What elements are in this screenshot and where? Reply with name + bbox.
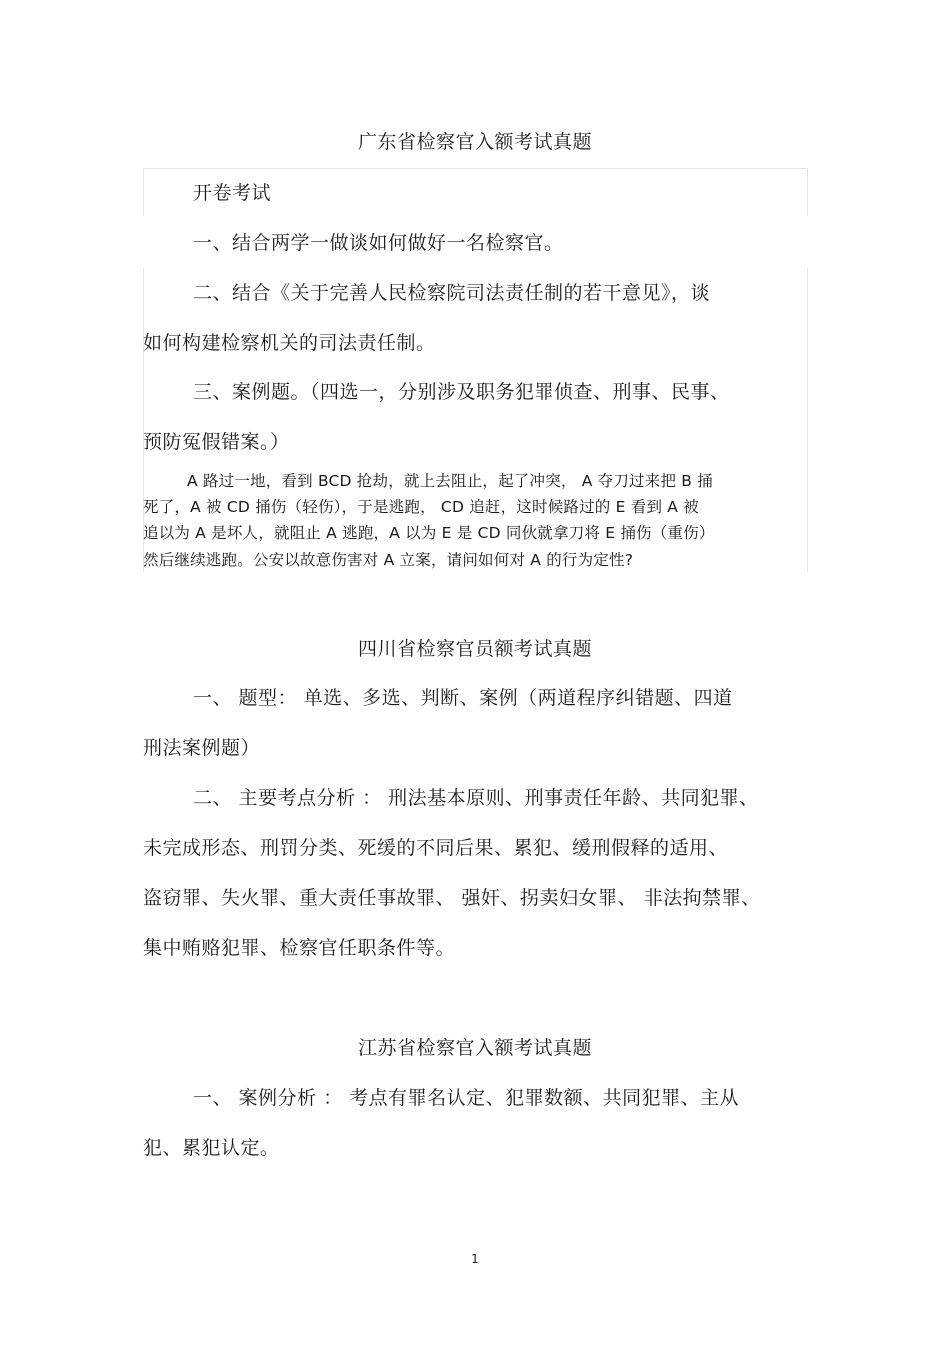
box-border-right-upper (807, 168, 808, 216)
case-text-line: 追以为 A 是坏人，就阻止 A 逃跑，A 以为 E 是 CD 同伙就拿刀将 E 捅伤（重伤） (143, 524, 715, 542)
sichuan-point-2-line-4: 集中贿赂犯罪、检察官任职条件等。 (143, 937, 456, 959)
question-3-line-2: 预防冤假错案。） (143, 431, 290, 453)
sichuan-point-2-line-3: 盗窃罪、失火罪、重大责任事故罪、 强奸、拐卖妇女罪、 非法拘禁罪、 (143, 887, 761, 909)
exam-format-label: 开卷考试 (193, 182, 272, 204)
question-1: 一、结合两学一做谈如何做好一名检察官。 (193, 232, 564, 254)
sichuan-point-1-line-2: 刑法案例题） (143, 737, 261, 759)
section-title-guangdong: 广东省检察官入额考试真题 (357, 131, 592, 153)
case-text-line: 然后继续逃跑。公安以故意伤害对 A 立案，请问如何对 A 的行为定性? (143, 551, 634, 569)
sichuan-point-1-line-1: 一、 题型： 单选、多选、判断、案例（两道程序纠错题、四道 (193, 687, 733, 709)
page-number: 1 (471, 1252, 479, 1266)
sichuan-point-2-line-2: 未完成形态、刑罚分类、死缓的不同后果、累犯、缓刑假释的适用、 (143, 837, 729, 859)
question-3-line-1: 三、案例题。（四选一，分别涉及职务犯罪侦查、刑事、民事、 (193, 381, 730, 403)
box-border-right-lower (807, 268, 808, 572)
box-border-left-upper (143, 168, 144, 216)
section-title-sichuan: 四川省检察官员额考试真题 (357, 638, 592, 660)
case-text-line: A 路过一地，看到 BCD 抢劫，就上去阻止，起了冲突， A 夺刀过来把 B 捅 (187, 472, 713, 490)
sichuan-point-2-line-1: 二、 主要考点分析 ： 刑法基本原则、刑事责任年龄、共同犯罪、 (193, 787, 759, 809)
case-text-line: 死了，A 被 CD 捅伤（轻伤），于是逃跑， CD 追赶，这时候路过的 E 看到 A 被 (143, 498, 699, 516)
question-2-line-2: 如何构建检察机关的司法责任制。 (143, 332, 436, 354)
jiangsu-point-1-line-1: 一、 案例分析 ： 考点有罪名认定、犯罪数额、共同犯罪、主从 (193, 1087, 740, 1109)
jiangsu-point-1-line-2: 犯、累犯认定。 (143, 1137, 280, 1159)
box-border-top (143, 168, 808, 169)
question-2-line-1: 二、结合《关于完善人民检察院司法责任制的若干意见》，谈 (193, 282, 711, 304)
section-title-jiangsu: 江苏省检察官入额考试真题 (357, 1037, 592, 1059)
